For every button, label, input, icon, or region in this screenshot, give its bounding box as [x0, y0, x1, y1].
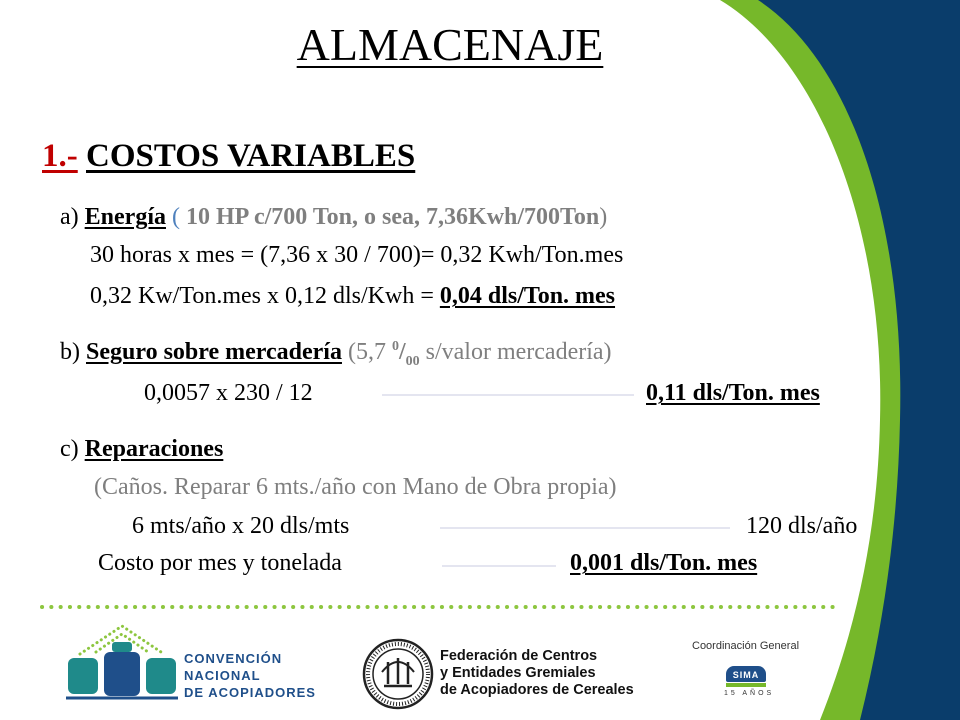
item-a-result: 0,04 dls/Ton. mes: [439, 283, 616, 309]
item-b-result-text: 0,11 dls/Ton. mes: [646, 380, 820, 406]
item-c-heading: [60, 436, 223, 463]
item-a-paren-open: (: [171, 204, 180, 230]
slide-title: ALMACENAJE: [296, 19, 604, 70]
sima-brand: SIMA: [732, 670, 760, 680]
logo-coordinacion: [692, 640, 812, 710]
federation-seal-icon: [362, 638, 434, 710]
convencion-line2: NACIONAL: [184, 668, 261, 683]
item-b-heading: [60, 339, 612, 370]
item-b-sub: 00: [405, 353, 420, 369]
item-c-calc-result: 120 dls/año: [746, 513, 858, 539]
item-c-cost-label: Costo por mes y tonelada: [98, 550, 342, 576]
item-a-line1: 30 horas x mes = (7,36 x 30 / 700)= 0,32 Kwh/Ton.mes: [90, 242, 624, 268]
federacion-line2: y Entidades Gremiales: [440, 665, 596, 681]
item-b-result: [646, 380, 820, 407]
sima-badge: [726, 666, 766, 682]
item-b-calc: 0,0057 x 230 / 12: [144, 380, 313, 406]
item-a-prefix: a): [60, 204, 79, 230]
item-b-sup: 0: [391, 339, 399, 354]
item-a-paren-close: ): [599, 204, 608, 230]
item-b-detail-post: s/valor mercadería): [419, 339, 612, 365]
sima-years: 15 AÑOS: [724, 690, 775, 697]
item-b-slash: /: [398, 339, 406, 365]
federacion-line3: de Acopiadores de Cereales: [440, 682, 634, 698]
coordinacion-label: Coordinación General: [692, 640, 800, 652]
section-title: COSTOS VARIABLES: [86, 138, 416, 174]
item-b-prefix: b): [60, 339, 80, 365]
item-c-result: [570, 550, 757, 577]
convencion-text: [184, 650, 316, 701]
item-c-note: (Caños. Reparar 6 mts./año con Mano de Obra propia): [94, 474, 617, 500]
convencion-line3: DE ACOPIADORES: [184, 685, 316, 700]
section-number: 1.-: [42, 138, 78, 174]
federacion-line1: Federación de Centros: [440, 648, 598, 664]
item-a-heading: [60, 204, 607, 231]
logo-federacion: [362, 634, 662, 710]
item-c-prefix: c): [60, 436, 79, 462]
section-heading: [42, 138, 415, 175]
item-a-line2: [90, 283, 615, 310]
item-a-label: Energía: [84, 204, 166, 230]
item-b-label: Seguro sobre mercadería: [86, 339, 342, 365]
sima-underline: [726, 683, 766, 687]
item-c-label: Reparaciones: [84, 436, 224, 462]
item-a-detail: 10 HP c/700 Ton, o sea, 7,36Kwh/700Ton: [179, 204, 600, 230]
silo-icon: [66, 618, 178, 702]
item-c-result-text: 0,001 dls/Ton. mes: [570, 550, 758, 576]
federacion-text: [440, 648, 634, 699]
item-b-detail-pre: (5,7: [341, 339, 392, 365]
item-c-calc: 6 mts/año x 20 dls/mts: [132, 513, 350, 539]
logo-convencion: [66, 618, 316, 702]
item-a-line2-text: 0,32 Kw/Ton.mes x 0,12 dls/Kwh =: [90, 283, 440, 309]
convencion-line1: CONVENCIÓN: [184, 651, 283, 666]
